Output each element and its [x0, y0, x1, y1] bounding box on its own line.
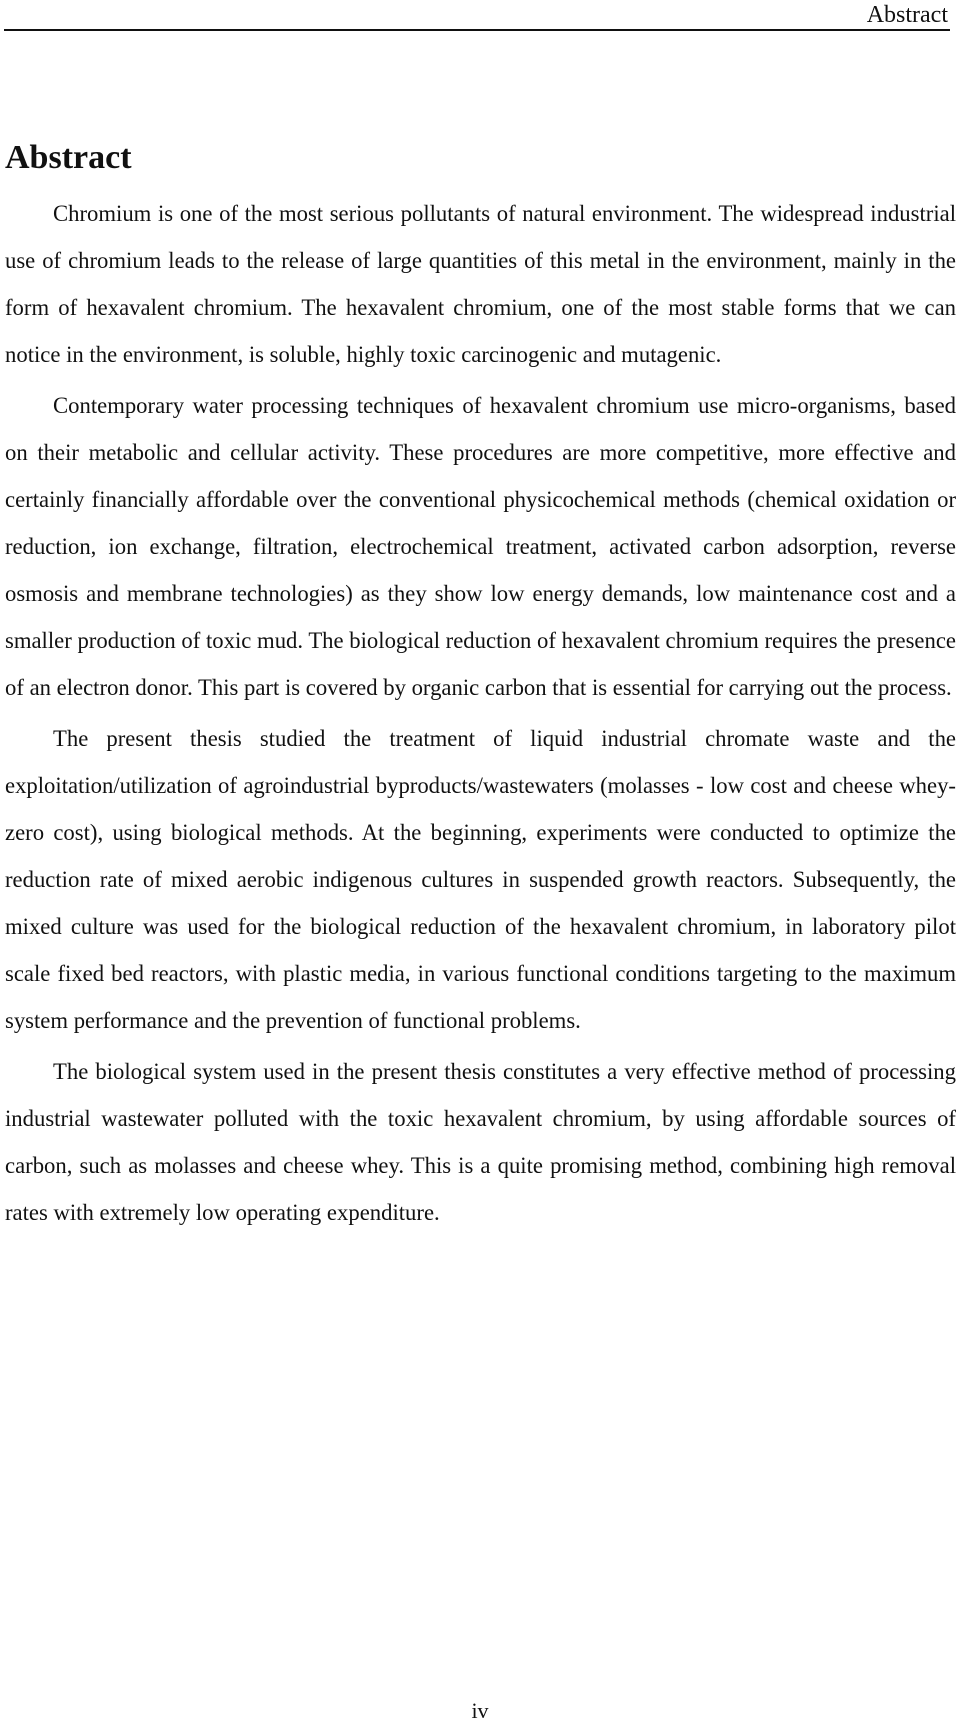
- paragraph-3: The present thesis studied the treatment of liquid industrial chromate waste and the exploitation/utilization of agroindustrial byproducts/wastewaters (molasses - low cost and cheese whey- zero cost), using biological methods. At the beginning, experiments were conducted to optimize the reduction rate of mixed aerobic indigenous cultures in suspended growth reactors. Subsequently, the mixed culture was used for the biological reduction of the hexavalent chromium, in laboratory pilot scale fixed bed reactors, with plastic media, in various functional conditions targeting to the maximum system performance and the prevention of functional problems.: [5, 726, 956, 1033]
- header-rule: [4, 29, 950, 31]
- abstract-section: [5, 136, 956, 1240]
- paragraph-1: Chromium is one of the most serious pollutants of natural environment. The widespread industrial use of chromium leads to the release of large quantities of this metal in the environment, mainly in the form of hexavalent chromium. The hexavalent chromium, one of the most stable forms that we can notice in the environment, is soluble, highly toxic carcinogenic and mutagenic.: [5, 201, 956, 367]
- paragraph-4: The biological system used in the present thesis constitutes a very effective method of processing industrial wastewater polluted with the toxic hexavalent chromium, by using affordable sources of carbon, such as molasses and cheese whey. This is a quite promising method, combining high removal rates with extremely low operating expenditure.: [5, 1059, 956, 1225]
- page-number: iv: [471, 1698, 489, 1723]
- running-header: Abstract: [866, 2, 948, 28]
- section-title: Abstract: [5, 139, 132, 176]
- paragraph-2: Contemporary water processing techniques of hexavalent chromium use micro-organisms, based on their metabolic and cellular activity. These procedures are more competitive, more effective and certainly financially affordable over the conventional physicochemical methods (chemical oxidation or reduction, ion exchange, filtration, electrochemical treatment, activated carbon adsorption, reverse osmosis and membrane technologies) as they show low energy demands, low maintenance cost and a smaller production of toxic mud. The biological reduction of hexavalent chromium requires the presence of an electron donor. This part is covered by organic carbon that is essential for carrying out the process.: [5, 393, 956, 700]
